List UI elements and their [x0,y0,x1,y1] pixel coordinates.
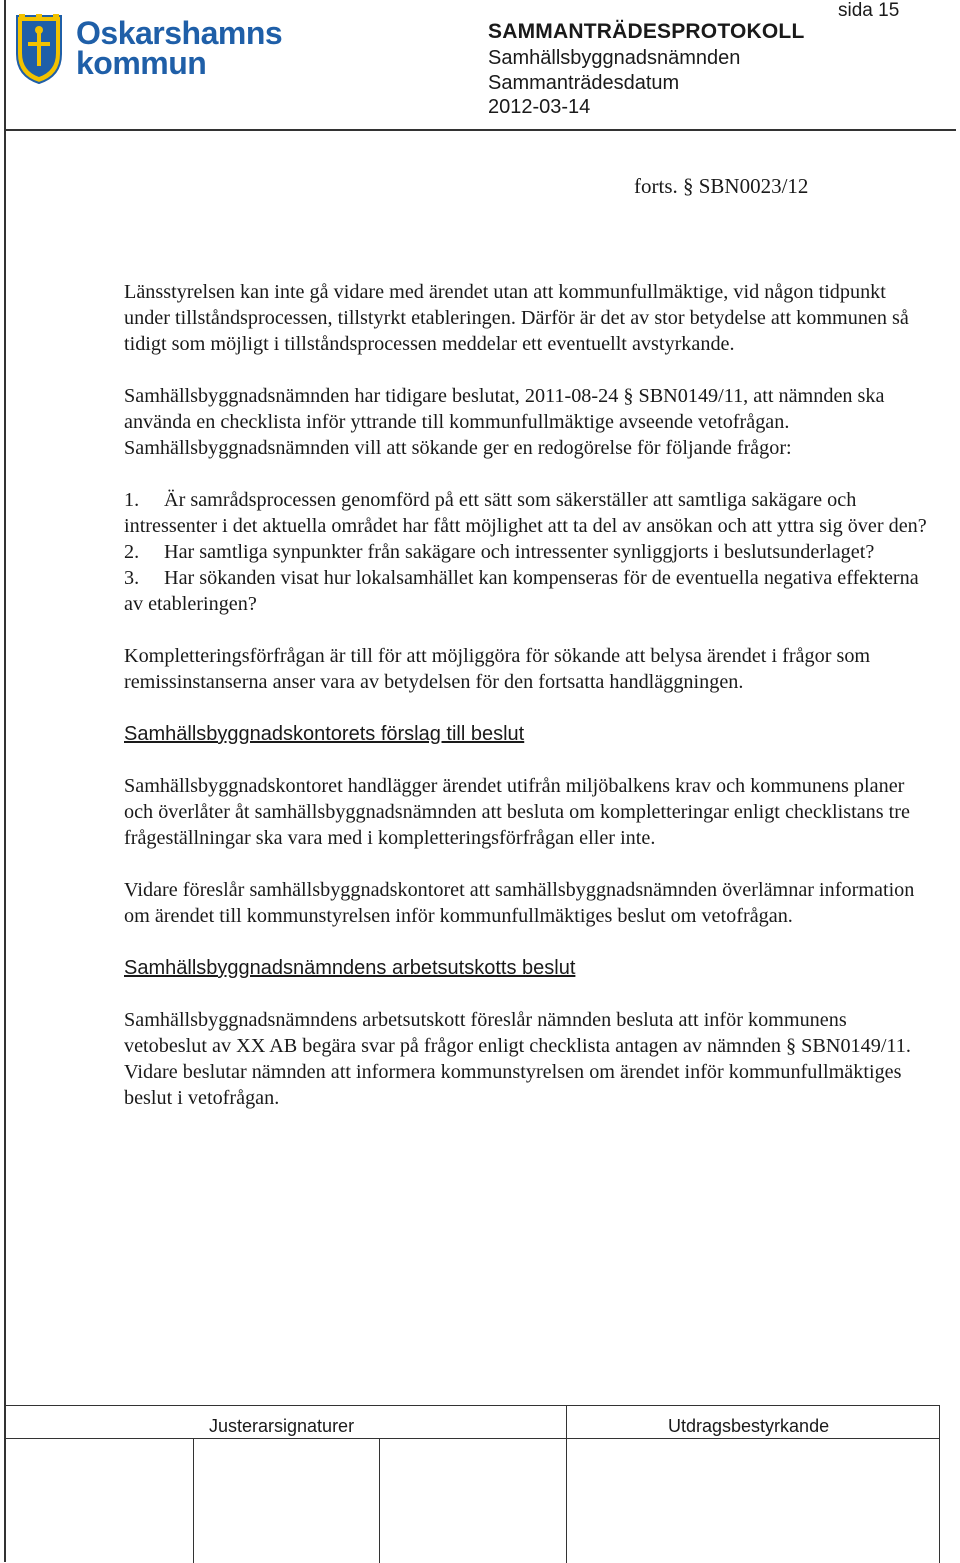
signature-cell-divider [193,1438,194,1563]
meeting-date: 2012-03-14 [488,96,591,118]
case-reference: forts. § SBN0023/12 [634,174,809,198]
table-row-divider [6,1438,940,1439]
paragraph-3: Samhällsbyggnadsnämnden vill att sökande ger en redogörelse för följande frågor: [124,437,792,459]
paragraph-6: Vidare föreslår samhällsbyggnadskontoret att samhällsbyggnadsnämnden överlämnar information om ärendet till kommunstyrelsen inför kommunfullmäktiges beslut om vetofrågan. [124,879,915,927]
table-right-border [939,1406,940,1563]
signature-cell-divider [566,1438,567,1563]
section-heading-office-proposal: Samhällsbyggnadskontorets förslag till beslut [124,723,525,745]
header-divider [6,129,956,131]
left-page-rule [4,0,6,1562]
document-title: SAMMANTRÄDESPROTOKOLL [488,20,805,43]
meeting-date-label: Sammanträdesdatum [488,72,680,94]
document-body [124,279,934,1111]
signatures-label: Justerarsignaturer [209,1416,355,1436]
signature-cell-divider [379,1438,380,1563]
municipality-logo [14,14,283,86]
paragraph-5: Samhällsbyggnadskontoret handlägger ärendet utifrån miljöbalkens krav och kommunens planer och överlåter åt samhällsbyggnadsnämnden att besluta om kompletteringar enligt checklistans tre frågeställningar ska vara med i kompletteringsförfrågan eller inte. [124,775,910,849]
committee-name: Samhällsbyggnadsnämnden [488,47,741,69]
paragraph-2: Samhällsbyggnadsnämnden har tidigare beslutat, 2011-08-24 § SBN0149/11, att nämnden ska använda en checklista inför yttrande till kommunfullmäktige avseende vetofrågan. [124,385,885,433]
list-item: 2. Har samtliga synpunkter från sakägare och intressenter synliggjorts i beslutsunderlaget? [124,541,875,563]
coat-of-arms-icon [14,14,64,84]
page-number: sida 15 [838,0,900,21]
paragraph-4: Kompletteringsförfrågan är till för att möjliggöra för sökande att belysa ärendet i frågor som remissinstanserna anser vara av betydelsen för den fortsatta handläggningen. [124,645,871,693]
paragraph-7: Samhällsbyggnadsnämndens arbetsutskott föreslår nämnden besluta att inför kommunens vetobeslut av XX AB begära svar på frågor enligt checklista antagen av nämnden § SBN0149/11. Vidare beslutar nämnden att informera kommunstyrelsen om ärendet inför kommunfullmäktiges beslut i vetofrågan. [124,1009,911,1109]
paragraph-1: Länsstyrelsen kan inte gå vidare med ärendet utan att kommunfullmäktige, vid någon tidpunkt under tillståndsprocessen, tillstyrkt etableringen. Därför är det av stor betydelse att kommunen så tidigt som möjligt i tillståndsprocessen meddelar ett eventuellt avstyrkande. [124,281,909,355]
header-cell-divider [566,1406,567,1438]
extract-certification-label: Utdragsbestyrkande [668,1416,830,1436]
logo-line-1: Oskarshamns [76,15,283,51]
logo-line-2: kommun [76,45,207,81]
question-list [124,487,934,617]
logo-wordmark [76,15,283,81]
section-heading-committee-decision: Samhällsbyggnadsnämndens arbetsutskotts beslut [124,957,576,979]
list-item: 3. Har sökanden visat hur lokalsamhället kan kompenseras för de eventuella negativa effekterna av etableringen? [124,567,919,615]
list-item: 1. Är samrådsprocessen genomförd på ett sätt som säkerställer att samtliga sakägare och intressenter i det aktuella området har fått möjlighet att ta del av ansökan och att yttra sig över den? [124,489,927,537]
signature-table [6,1405,940,1563]
